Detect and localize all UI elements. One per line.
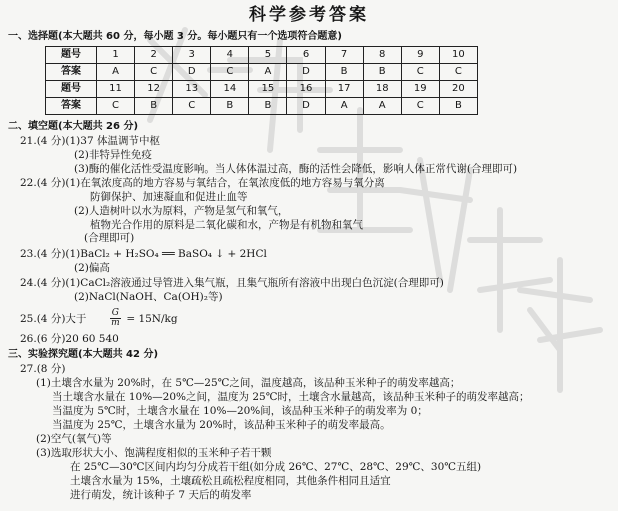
q24-line-2: (2)NaCl(NaOH、Ca(OH)₂等) <box>74 291 223 303</box>
table-cell: A <box>363 98 401 115</box>
q23-line-1: 23.(4 分)(1)BaCl₂ + H₂SO₄ ══ BaSO₄ ↓ + 2HCl <box>20 248 267 260</box>
q22-line-3: (2)人造树叶以水为原料，产物是氢气和氧气， <box>74 205 289 217</box>
table-cell: 5 <box>249 47 287 64</box>
table-cell: 15 <box>249 81 287 98</box>
table-cell: 3 <box>173 47 211 64</box>
table-cell: C <box>211 64 249 81</box>
q27-line-9: 进行萌发，统计该种子 7 天后的萌发率 <box>70 489 252 501</box>
table-cell: B <box>135 98 173 115</box>
q21-line-3: (3)酶的催化活性受温度影响。当人体体温过高，酶的活性会降低，影响人体正常代谢(合理即可) <box>74 163 518 175</box>
table-cell: 9 <box>401 47 439 64</box>
table-cell: 12 <box>135 81 173 98</box>
q25-numerator: G <box>111 308 119 318</box>
table-cell: B <box>249 98 287 115</box>
table-row <box>46 81 478 98</box>
section-3-heading: 三、实验探究题(本大题共 42 分) <box>8 349 159 360</box>
table-cell: B <box>363 64 401 81</box>
table-cell: 10 <box>439 47 477 64</box>
table-cell: 11 <box>97 81 135 98</box>
table-cell: 题号 <box>46 47 97 64</box>
table-cell: A <box>325 98 363 115</box>
q25-denominator: m <box>111 318 120 329</box>
table-cell: 1 <box>97 47 135 64</box>
q27-line-7: 在 25℃—30℃区间内均匀分成若干组(如分成 26℃、27℃、28℃、29℃、30℃五组) <box>70 461 482 473</box>
q27-line-1: (1)土壤含水量为 20%时，在 5℃—25℃之间，温度越高，该品种玉米种子的萌发率越高； <box>36 377 461 389</box>
q22-line-5: (合理即可) <box>84 232 135 244</box>
table-cell: 16 <box>287 81 325 98</box>
table-cell: 14 <box>211 81 249 98</box>
table-row <box>46 98 478 115</box>
table-cell: B <box>439 98 477 115</box>
table-cell: 18 <box>363 81 401 98</box>
table-cell: 8 <box>363 47 401 64</box>
q27-line-2: 当土壤含水量在 10%—20%之间，温度为 25℃时，土壤含水量越高，该品种玉米种子的萌发率越高； <box>52 391 530 403</box>
q27-line-5: (2)空气(氧气)等 <box>36 433 112 445</box>
q27-line-3: 当温度为 5℃时，土壤含水量在 10%—20%间，该品种玉米种子的萌发率为 0； <box>52 405 428 417</box>
q24-line-1: 24.(4 分)(1)CaCl₂溶液通过导管进入集气瓶，且集气瓶所有溶液中出现白色沉淀(合理即可) <box>20 277 444 289</box>
page-title: 科学参考答案 <box>249 5 369 25</box>
table-cell: A <box>249 64 287 81</box>
q27-heading: 27.(8 分) <box>20 363 66 375</box>
table-cell: 20 <box>439 81 477 98</box>
table-cell: 题号 <box>46 81 97 98</box>
table-cell: B <box>211 98 249 115</box>
table-row <box>46 64 478 81</box>
table-cell: 答案 <box>46 64 97 81</box>
section-2-heading: 二、填空题(本大题共 26 分) <box>8 121 139 132</box>
table-cell: C <box>135 64 173 81</box>
table-cell: C <box>401 64 439 81</box>
q21-line-2: (2)非特异性免疫 <box>74 149 152 161</box>
table-cell: B <box>325 64 363 81</box>
table-cell: C <box>401 98 439 115</box>
table-cell: D <box>287 98 325 115</box>
q25-suffix: = 15N/kg <box>126 312 178 325</box>
q22-line-4: 植物光合作用的原料是二氧化碳和水，产物是有机物和氧气 <box>90 219 363 231</box>
table-cell: D <box>173 64 211 81</box>
q21-line-1: 21.(4 分)(1)37 体温调节中枢 <box>20 135 160 147</box>
table-cell: C <box>173 98 211 115</box>
q27-line-4: 当温度为 25℃，土壤含水量为 20%时，该品种玉米种子的萌发率最高。 <box>52 419 391 431</box>
q22-line-1: 22.(4 分)(1)在氧浓度高的地方容易与氧结合，在氧浓度低的地方容易与氧分离 <box>20 177 385 189</box>
table-cell: 4 <box>211 47 249 64</box>
table-cell: 17 <box>325 81 363 98</box>
table-cell: 6 <box>287 47 325 64</box>
section-1-heading: 一、选择题(本大题共 60 分，每小题 3 分。每小题只有一个选项符合题意) <box>8 31 342 42</box>
table-cell: 答案 <box>46 98 97 115</box>
q26-answer: 26.(6 分)20 60 540 <box>20 333 119 345</box>
q27-line-8: 土壤含水量为 15%，土壤疏松且疏松程度相同，其他条件相同且适宜 <box>70 475 391 487</box>
q25-answer <box>20 309 178 329</box>
q22-line-2: 防御保护、加速凝血和促进止血等 <box>90 191 248 203</box>
table-cell: 7 <box>325 47 363 64</box>
table-cell: D <box>287 64 325 81</box>
q25-fraction <box>110 309 121 329</box>
table-row <box>46 47 478 64</box>
table-cell: A <box>97 64 135 81</box>
table-cell: 13 <box>173 81 211 98</box>
answer-table <box>45 46 478 115</box>
table-cell: C <box>439 64 477 81</box>
table-cell: 2 <box>135 47 173 64</box>
q27-line-6: (3)选取形状大小、饱满程度相似的玉米种子若干颗 <box>36 447 272 459</box>
table-cell: 19 <box>401 81 439 98</box>
q23-line-2: (2)偏高 <box>74 262 110 274</box>
q25-prefix: 25.(4 分)大于 <box>20 312 87 325</box>
table-cell: C <box>97 98 135 115</box>
